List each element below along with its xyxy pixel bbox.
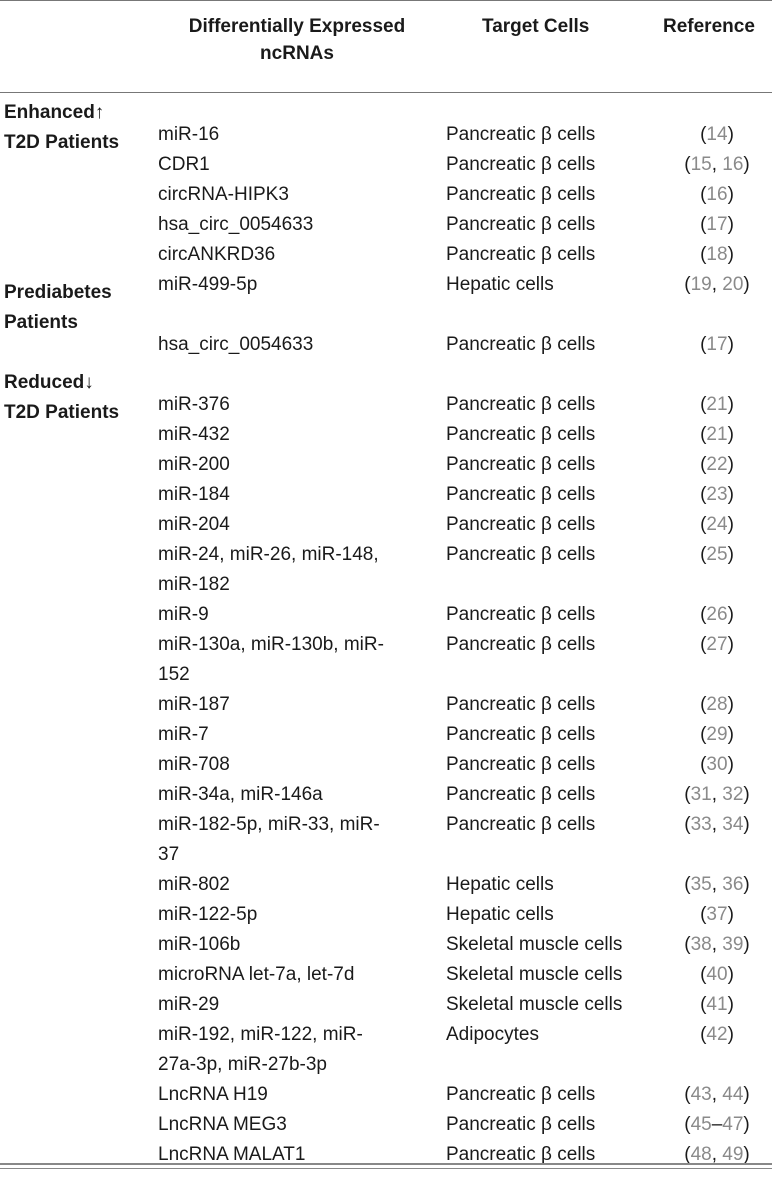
reference-link[interactable]: 21	[706, 394, 728, 415]
target-cells: Pancreatic β cells	[446, 154, 596, 175]
reference-separator: ,	[711, 1144, 723, 1165]
reference-cell: (41)	[700, 994, 734, 1015]
ncrna-name: miR-34a, miR-146a	[158, 784, 323, 805]
reference-link[interactable]: 49	[722, 1144, 744, 1165]
reference-link[interactable]: 45	[690, 1114, 712, 1135]
reference-cell: (43, 44)	[684, 1084, 750, 1105]
reference-cell: (23)	[700, 484, 734, 505]
target-cells: Pancreatic β cells	[446, 634, 596, 655]
reference-cell: (27)	[700, 634, 734, 655]
ncrna-name: miR-122-5p	[158, 904, 258, 925]
reference-link[interactable]: 38	[690, 934, 712, 955]
reference-cell: (35, 36)	[684, 874, 750, 895]
target-cells: Pancreatic β cells	[446, 214, 596, 235]
reference-cell: (48, 49)	[684, 1144, 750, 1165]
target-cells: Pancreatic β cells	[446, 1144, 596, 1165]
ncrna-name: hsa_circ_0054633	[158, 214, 314, 235]
reference-cell: (19, 20)	[684, 274, 750, 295]
table-bottom-rule-2	[0, 1168, 772, 1169]
reference-link[interactable]: 21	[706, 424, 728, 445]
target-cells: Pancreatic β cells	[446, 604, 596, 625]
column-header-ncrnas	[167, 13, 427, 67]
ncrna-name: circRNA-HIPK3	[158, 184, 289, 205]
reference-cell: (37)	[700, 904, 734, 925]
subgroup-label-prediabetes-line2: Patients	[4, 312, 78, 333]
reference-link[interactable]: 31	[690, 784, 712, 805]
ncrna-name: miR-200	[158, 454, 230, 475]
target-cells: Pancreatic β cells	[446, 544, 596, 565]
ncrna-name: miR-432	[158, 424, 230, 445]
reference-link[interactable]: 27	[706, 634, 728, 655]
reference-link[interactable]: 40	[706, 964, 728, 985]
ncrna-name-continued: 37	[158, 844, 180, 865]
reference-link[interactable]: 34	[722, 814, 744, 835]
reference-link[interactable]: 32	[722, 784, 744, 805]
reference-cell: (42)	[700, 1024, 734, 1045]
reference-separator: ,	[711, 934, 723, 955]
reference-link[interactable]: 43	[690, 1084, 712, 1105]
column-header-ncrnas-line1: Differentially Expressed	[188, 16, 406, 37]
reference-cell: (21)	[700, 424, 734, 445]
reference-separator: –	[711, 1114, 723, 1135]
header-rule	[0, 92, 772, 93]
ncrna-name: miR-29	[158, 994, 220, 1015]
reference-link[interactable]: 19	[690, 274, 712, 295]
ncrna-name: miR-7	[158, 724, 209, 745]
target-cells: Pancreatic β cells	[446, 484, 596, 505]
target-cells: Pancreatic β cells	[446, 394, 596, 415]
reference-cell: (30)	[700, 754, 734, 775]
reference-link[interactable]: 17	[706, 334, 728, 355]
reference-link[interactable]: 42	[706, 1024, 728, 1045]
reference-link[interactable]: 28	[706, 694, 728, 715]
target-cells: Hepatic cells	[446, 874, 554, 895]
target-cells: Pancreatic β cells	[446, 724, 596, 745]
reference-separator: ,	[711, 154, 723, 175]
ncrna-name: miR-187	[158, 694, 230, 715]
reference-link[interactable]: 41	[706, 994, 728, 1015]
ncrna-name: hsa_circ_0054633	[158, 334, 314, 355]
ncrna-name: LncRNA H19	[158, 1084, 268, 1105]
ncrna-name: miR-130a, miR-130b, miR-	[158, 634, 384, 655]
target-cells: Pancreatic β cells	[446, 1084, 596, 1105]
reference-link[interactable]: 47	[722, 1114, 744, 1135]
reference-link[interactable]: 24	[706, 514, 728, 535]
reference-cell: (28)	[700, 694, 734, 715]
reference-link[interactable]: 18	[706, 244, 728, 265]
column-header-target-cells: Target Cells	[482, 16, 590, 37]
ncrna-name: miR-802	[158, 874, 230, 895]
reference-link[interactable]: 16	[706, 184, 728, 205]
reference-link[interactable]: 44	[722, 1084, 744, 1105]
reference-cell: (24)	[700, 514, 734, 535]
reference-separator: ,	[711, 784, 723, 805]
ncrna-name: miR-184	[158, 484, 230, 505]
reference-cell: (25)	[700, 544, 734, 565]
reference-link[interactable]: 17	[706, 214, 728, 235]
target-cells: Pancreatic β cells	[446, 184, 596, 205]
reference-cell: (26)	[700, 604, 734, 625]
reference-cell: (18)	[700, 244, 734, 265]
ncrna-name: CDR1	[158, 154, 210, 175]
reference-cell: (15, 16)	[684, 154, 750, 175]
target-cells: Pancreatic β cells	[446, 784, 596, 805]
target-cells: Pancreatic β cells	[446, 244, 596, 265]
target-cells: Pancreatic β cells	[446, 514, 596, 535]
reference-separator: ,	[711, 814, 723, 835]
reference-cell: (22)	[700, 454, 734, 475]
ncrna-name-continued: miR-182	[158, 574, 230, 595]
reference-cell: (17)	[700, 334, 734, 355]
reference-link[interactable]: 29	[706, 724, 728, 745]
target-cells: Pancreatic β cells	[446, 814, 596, 835]
reference-cell: (31, 32)	[684, 784, 750, 805]
reference-link[interactable]: 37	[706, 904, 728, 925]
reference-link[interactable]: 26	[706, 604, 728, 625]
target-cells: Skeletal muscle cells	[446, 934, 623, 955]
ncrna-name: miR-24, miR-26, miR-148,	[158, 544, 379, 565]
ncrna-name: miR-16	[158, 124, 220, 145]
reference-link[interactable]: 35	[690, 874, 712, 895]
reference-cell: (14)	[700, 124, 734, 145]
reference-link[interactable]: 15	[690, 154, 712, 175]
reference-cell: (16)	[700, 184, 734, 205]
ncrna-name: miR-192, miR-122, miR-	[158, 1024, 363, 1045]
reference-link[interactable]: 23	[706, 484, 728, 505]
reference-link[interactable]: 25	[706, 544, 728, 565]
target-cells: Pancreatic β cells	[446, 1114, 596, 1135]
reference-link[interactable]: 48	[690, 1144, 712, 1165]
target-cells: Hepatic cells	[446, 274, 554, 295]
ncrna-name: miR-182-5p, miR-33, miR-	[158, 814, 380, 835]
reference-separator: ,	[711, 1084, 723, 1105]
reference-link[interactable]: 33	[690, 814, 712, 835]
target-cells: Adipocytes	[446, 1024, 539, 1045]
target-cells: Pancreatic β cells	[446, 454, 596, 475]
subgroup-label-prediabetes: Prediabetes	[4, 282, 112, 303]
ncrna-name-continued: 27a-3p, miR-27b-3p	[158, 1054, 327, 1075]
reference-cell: (45–47)	[684, 1114, 750, 1135]
column-header-reference: Reference	[663, 16, 755, 37]
table-bottom-rule	[0, 1163, 772, 1165]
reference-cell: (40)	[700, 964, 734, 985]
ncrna-name-continued: 152	[158, 664, 190, 685]
reference-link[interactable]: 36	[722, 874, 744, 895]
reference-cell: (21)	[700, 394, 734, 415]
reference-cell: (33, 34)	[684, 814, 750, 835]
reference-link[interactable]: 22	[706, 454, 728, 475]
ncrna-name: miR-376	[158, 394, 230, 415]
table-top-rule	[0, 0, 772, 1]
ncrna-name: LncRNA MEG3	[158, 1114, 287, 1135]
group-label-reduced: Reduced↓	[4, 372, 94, 393]
target-cells: Skeletal muscle cells	[446, 964, 623, 985]
target-cells: Hepatic cells	[446, 904, 554, 925]
ncrna-name: circANKRD36	[158, 244, 276, 265]
ncrna-name: miR-708	[158, 754, 230, 775]
target-cells: Pancreatic β cells	[446, 754, 596, 775]
subgroup-label-t2d-reduced: T2D Patients	[4, 402, 120, 423]
target-cells: Pancreatic β cells	[446, 334, 596, 355]
ncrna-name: miR-9	[158, 604, 209, 625]
ncrna-name: miR-499-5p	[158, 274, 258, 295]
subgroup-label-t2d-enhanced: T2D Patients	[4, 132, 120, 153]
ncrna-name: microRNA let-7a, let-7d	[158, 964, 355, 985]
target-cells: Pancreatic β cells	[446, 424, 596, 445]
ncrna-name: LncRNA MALAT1	[158, 1144, 306, 1165]
reference-link[interactable]: 14	[706, 124, 728, 145]
ncrna-name: miR-204	[158, 514, 230, 535]
reference-separator: ,	[711, 874, 723, 895]
reference-cell: (29)	[700, 724, 734, 745]
group-label-enhanced: Enhanced↑	[4, 102, 105, 123]
ncrna-name: miR-106b	[158, 934, 241, 955]
target-cells: Skeletal muscle cells	[446, 994, 623, 1015]
reference-cell: (38, 39)	[684, 934, 750, 955]
target-cells: Pancreatic β cells	[446, 124, 596, 145]
target-cells: Pancreatic β cells	[446, 694, 596, 715]
reference-link[interactable]: 30	[706, 754, 728, 775]
column-header-ncrnas-line2: ncRNAs	[260, 43, 334, 64]
reference-link[interactable]: 16	[722, 154, 744, 175]
reference-separator: ,	[711, 274, 723, 295]
reference-cell: (17)	[700, 214, 734, 235]
reference-link[interactable]: 20	[722, 274, 744, 295]
reference-link[interactable]: 39	[722, 934, 744, 955]
